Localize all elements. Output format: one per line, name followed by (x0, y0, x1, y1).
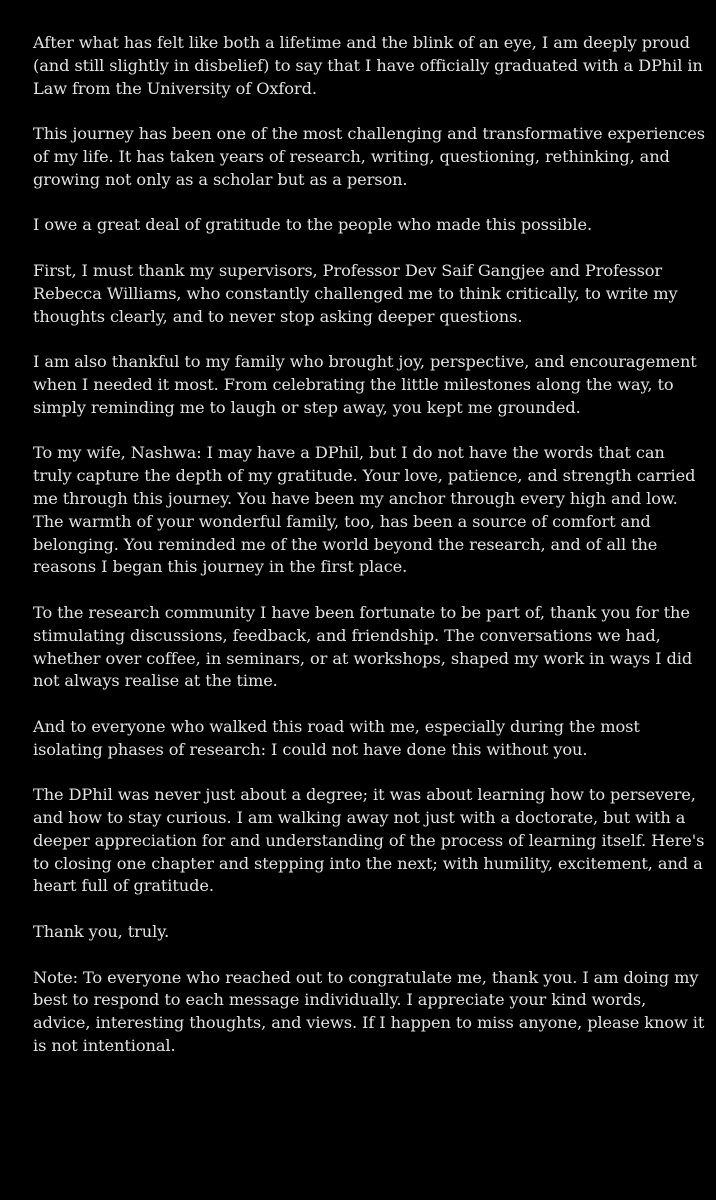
paragraph-wife: To my wife, Nashwa: I may have a DPhil, but I do not have the words that can truly capture the depth of my gratitude. Your love, patience, and strength carried me through this journey. You have been my anchor through every high and low. The warmth of your wonderful family, too, has been a source of comfort and belonging. You reminded me of the world beyond the research, and of all the reasons I began this journey in the first place. (33, 443, 696, 577)
paragraph-gratitude: I owe a great deal of gratitude to the people who made this possible. (33, 215, 592, 235)
paragraph-intro: After what has felt like both a lifetime and the blink of an eye, I am deeply proud (and still slightly in disbelief) to say that I have officially graduated with a DPhil in Law from the University of Oxford. (33, 33, 703, 98)
paragraph-research-community: To the research community I have been fortunate to be part of, thank you for the stimulating discussions, feedback, and friendship. The conversations we had, whether over coffee, in seminars, or at workshops, shaped my work in ways I did not always realise at the time. (33, 602, 693, 691)
document-body (33, 32, 705, 1058)
paragraph-note: Note: To everyone who reached out to congratulate me, thank you. I am doing my best to respond to each message individually. I appreciate your kind words, advice, interesting thoughts, and views. If I happen to miss anyone, please know it is not intentional. (33, 967, 705, 1056)
paragraph-everyone: And to everyone who walked this road with me, especially during the most isolating phases of research: I could not have done this without you. (33, 716, 640, 759)
paragraph-dphil-reflection: The DPhil was never just about a degree; it was about learning how to persevere, and how to stay curious. I am walking away not just with a doctorate, but with a deeper appreciation for and understanding of the process of learning itself. Here's to closing one chapter and stepping into the next; with humility, excitement, and a heart full of gratitude. (33, 785, 705, 896)
paragraph-family: I am also thankful to my family who brought joy, perspective, and encouragement when I needed it most. From celebrating the little milestones along the way, to simply reminding me to laugh or step away, you kept me grounded. (33, 352, 697, 417)
paragraph-thank-you: Thank you, truly. (33, 922, 170, 942)
paragraph-supervisors: First, I must thank my supervisors, Professor Dev Saif Gangjee and Professor Rebecca Williams, who constantly challenged me to think critically, to write my thoughts clearly, and to never stop asking deeper questions. (33, 260, 678, 326)
paragraph-journey: This journey has been one of the most challenging and transformative experiences of my life. It has taken years of research, writing, questioning, rethinking, and growing not only as a scholar but as a person. (33, 124, 705, 189)
